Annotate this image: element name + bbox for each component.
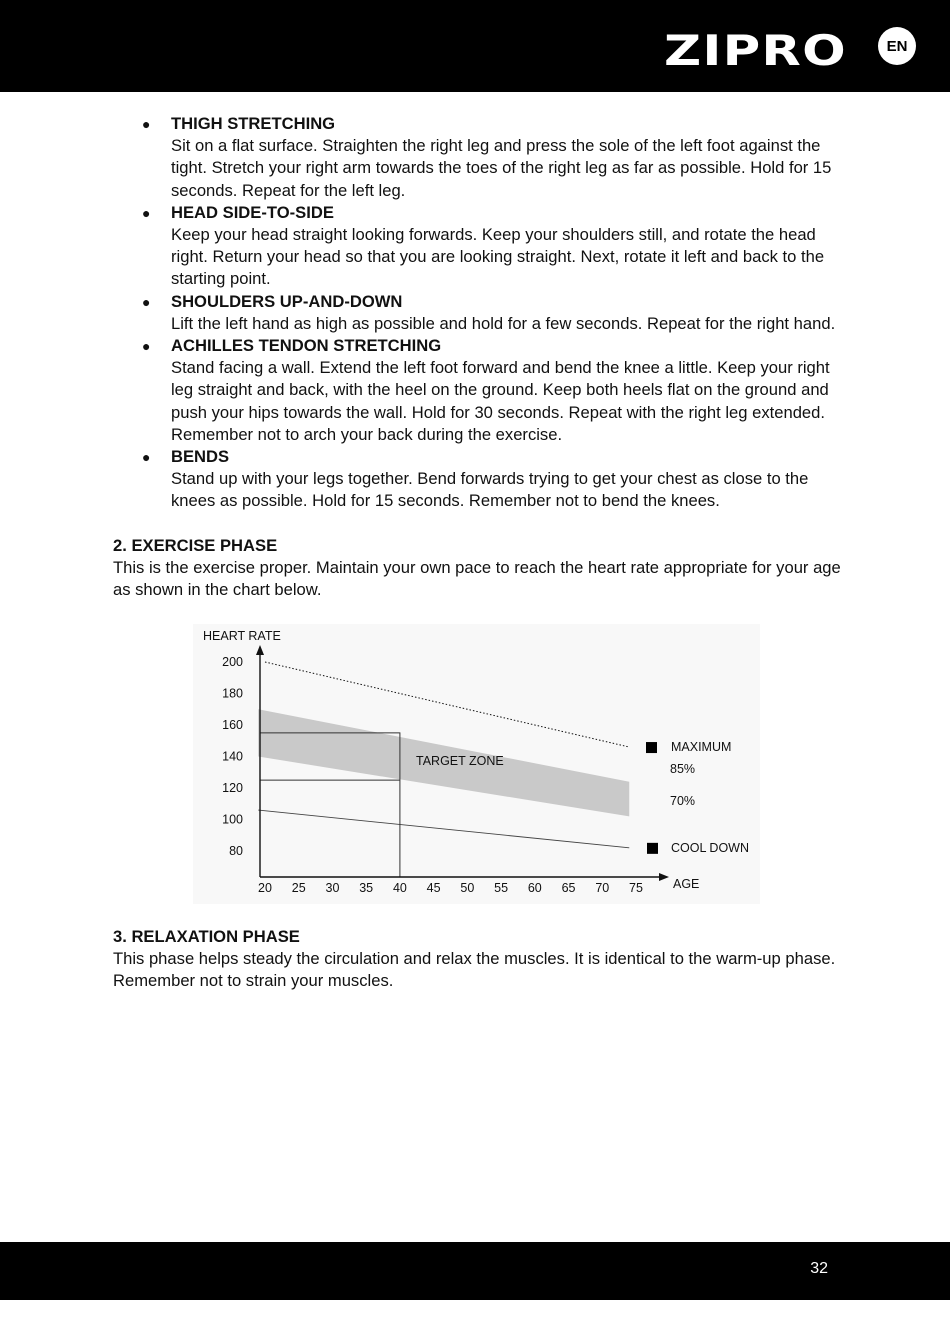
y-tick-label: 140 xyxy=(222,749,243,764)
list-item xyxy=(113,446,843,513)
y-tick-label: 120 xyxy=(222,781,243,795)
bullet-icon: ● xyxy=(142,116,151,132)
x-tick-label: 75 xyxy=(629,881,643,895)
item-title: BENDS xyxy=(171,447,230,467)
lower-percent-label: 70% xyxy=(670,794,696,808)
main-content xyxy=(113,113,843,601)
exercise-phase-text: This is the exercise proper. Maintain your own pace to reach the heart rate appropriate for your age as shown in the chart below. xyxy=(113,557,841,600)
x-tick-label: 40 xyxy=(392,881,407,895)
item-title: HEAD SIDE-TO-SIDE xyxy=(171,202,334,222)
x-axis-arrow-icon xyxy=(659,873,669,881)
y-tick-label: 100 xyxy=(222,812,243,827)
page-number: 32 xyxy=(810,1260,828,1277)
heart-rate-chart xyxy=(193,624,760,904)
stretch-list xyxy=(113,113,843,513)
target-zone-label: TARGET ZONE xyxy=(416,754,504,768)
upper-percent-label: 85% xyxy=(670,762,696,776)
page-header xyxy=(0,0,950,92)
bullet-icon: ● xyxy=(142,293,151,310)
y-tick-label: 80 xyxy=(229,844,243,858)
bullet-icon: ● xyxy=(142,338,151,355)
x-axis-label: AGE xyxy=(673,877,700,891)
item-text: Lift the left hand as high as possible and hold for a few seconds. Repeat for the right hand. xyxy=(171,313,836,333)
x-tick-label: 55 xyxy=(494,881,509,895)
bullet-icon: ● xyxy=(142,204,151,221)
item-title: THIGH STRETCHING xyxy=(171,114,336,133)
y-axis-label: HEART RATE xyxy=(203,629,281,643)
x-tick-label: 50 xyxy=(460,881,475,895)
x-tick-label: 65 xyxy=(561,881,576,895)
item-title: ACHILLES TENDON STRETCHING xyxy=(171,336,442,356)
x-tick-label: 25 xyxy=(291,881,306,895)
maximum-marker-icon xyxy=(646,742,657,753)
x-tick-label: 35 xyxy=(359,881,374,895)
list-item xyxy=(113,202,843,291)
bullet-icon: ● xyxy=(142,449,151,466)
zipro-logo: ZIPRO xyxy=(664,26,847,75)
list-item xyxy=(113,291,843,335)
list-item xyxy=(113,335,843,446)
item-text: Stand facing a wall. Extend the left foot forward and bend the knee a little. Keep your right leg straight and back, with the heel on the ground. Keep both heels flat on the ground and push your hips towards the wall. Hold for 30 seconds. Repeat with the right leg extended. Remember not to arch your back during the exercise. xyxy=(171,358,830,444)
x-tick-label: 30 xyxy=(325,881,340,895)
item-text: Sit on a flat surface. Straighten the right leg and press the sole of the left foot against the tight. Stretch your right arm towards the toes of the right leg as far as possible. Hold for 15 seconds. Repeat for the left leg. xyxy=(171,136,832,200)
cool-down-marker-icon xyxy=(647,843,658,854)
cool-down-label: COOL DOWN xyxy=(671,840,750,855)
heart-rate-chart-svg xyxy=(193,624,760,904)
relaxation-phase-text: This phase helps steady the circulation and relax the muscles. It is identical to the warm-up phase. Remember not to strain your muscles. xyxy=(113,949,836,991)
item-text: Stand up with your legs together. Bend forwards trying to get your chest as close to the knees as possible. Hold for 15 seconds. Remember not to bend the knees. xyxy=(171,469,809,511)
maximum-label: MAXIMUM xyxy=(671,740,732,755)
exercise-phase-heading: 2. EXERCISE PHASE xyxy=(113,535,278,555)
relaxation-phase-heading: 3. RELAXATION PHASE xyxy=(113,927,300,946)
x-tick-label: 45 xyxy=(426,881,441,895)
page-footer xyxy=(0,1242,950,1300)
language-badge: EN xyxy=(878,27,916,65)
y-tick-label: 180 xyxy=(222,686,243,701)
list-item xyxy=(113,113,843,202)
y-tick-label: 200 xyxy=(222,655,243,669)
item-title: SHOULDERS UP-AND-DOWN xyxy=(171,291,403,311)
x-tick-label: 20 xyxy=(258,881,272,895)
item-text: Keep your head straight looking forwards. Keep your shoulders still, and rotate the head right. Return your head so that you are looking straight. Next, rotate it left and back to the starting point. xyxy=(171,225,825,289)
y-tick-label: 160 xyxy=(222,718,243,732)
relaxation-section xyxy=(113,926,843,993)
cool-down-line xyxy=(258,810,629,848)
x-tick-label: 70 xyxy=(595,881,610,895)
x-tick-label: 60 xyxy=(527,881,542,895)
y-axis-arrow-icon xyxy=(256,645,264,655)
